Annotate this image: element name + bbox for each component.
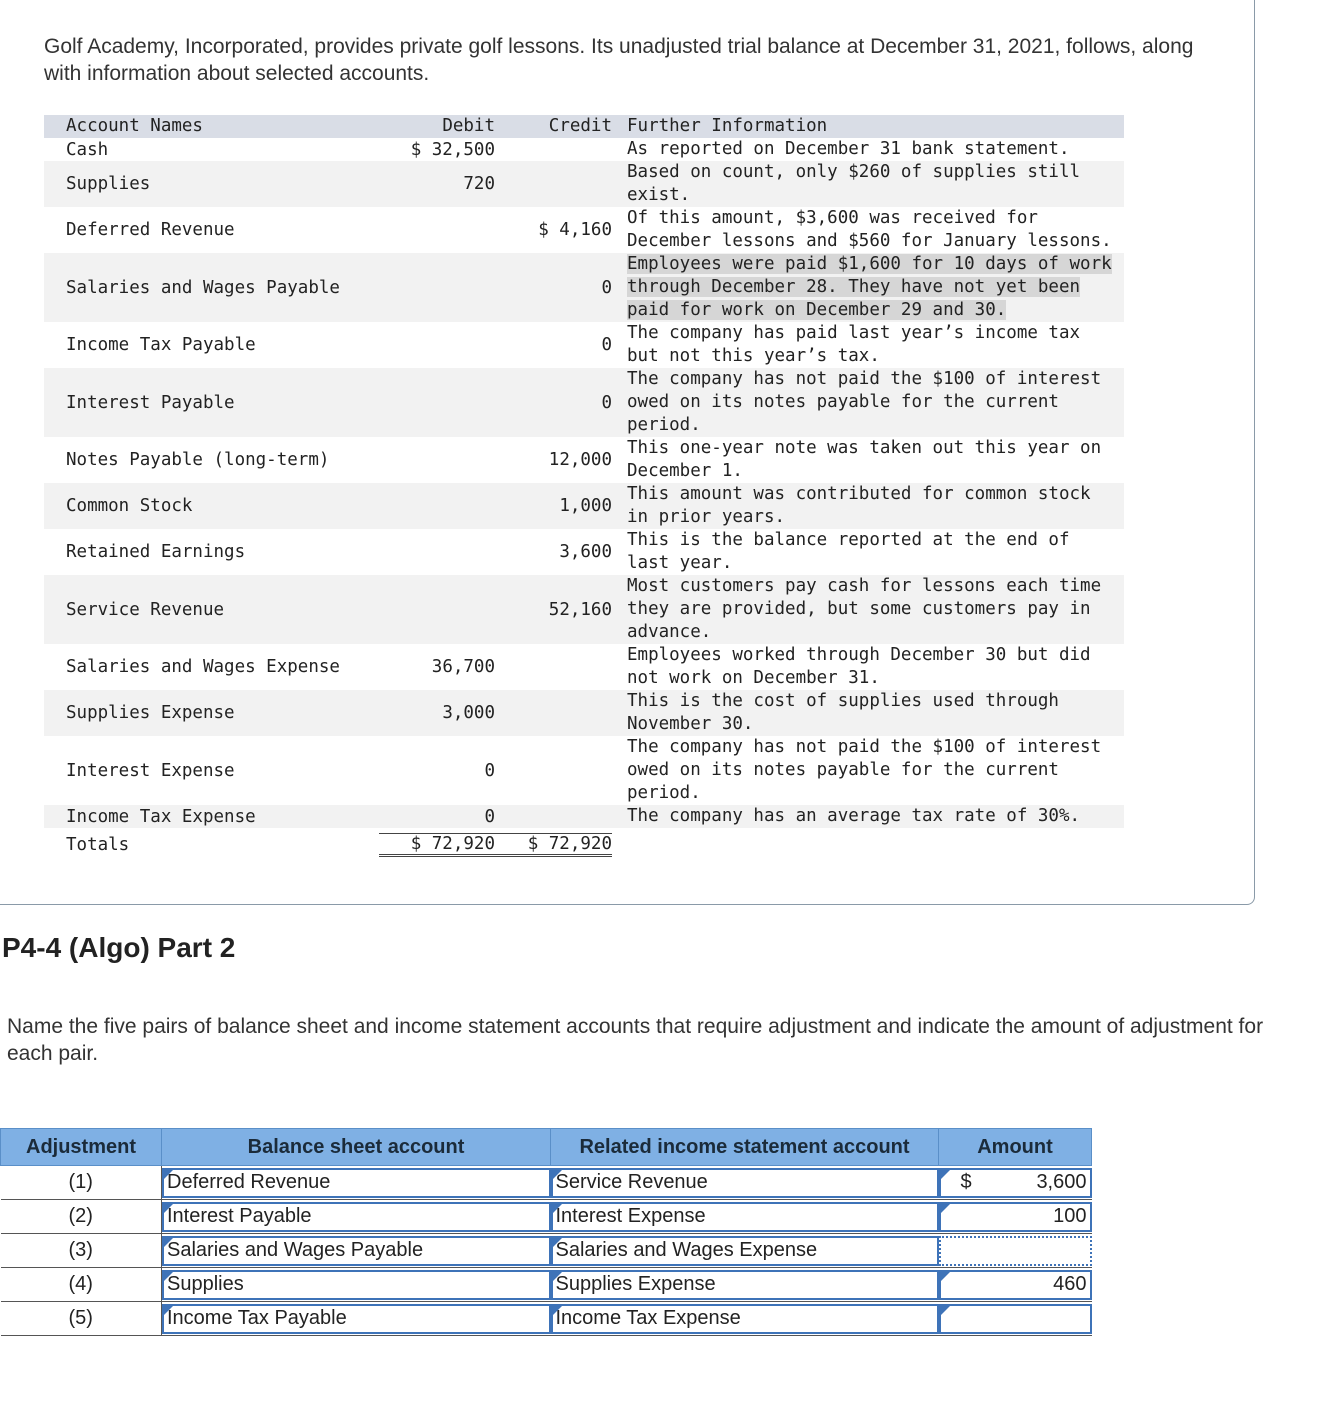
header-amount: Amount	[939, 1129, 1092, 1166]
adjustment-table	[0, 1128, 1092, 1336]
adjustment-number: (2)	[1, 1200, 162, 1234]
income-statement-account-select-value: Interest Expense	[555, 1205, 706, 1227]
trial-balance-header	[44, 115, 1124, 138]
info-line: This is the balance reported at the end of	[627, 530, 1070, 550]
dropdown-marker-icon	[553, 1170, 562, 1179]
info-line: Based on count, only $260 of supplies still	[627, 162, 1081, 182]
balance-sheet-account-select-value: Income Tax Payable	[167, 1307, 347, 1329]
further-information	[612, 575, 1124, 644]
credit-amount: 0	[601, 335, 612, 355]
account-name: Service Revenue	[66, 599, 225, 620]
info-line: not work on December 31.	[627, 668, 880, 688]
info-line: in prior years.	[627, 507, 786, 527]
info-line: period.	[627, 415, 701, 435]
further-information	[612, 368, 1124, 437]
amount-value: 460	[1053, 1273, 1087, 1295]
account-name: Salaries and Wages Payable	[66, 277, 340, 298]
income-statement-account-select-value: Supplies Expense	[555, 1273, 716, 1295]
amount-value: 100	[1053, 1205, 1087, 1227]
header-debit: Debit	[442, 116, 495, 136]
field-marker-icon	[941, 1272, 950, 1281]
further-information	[612, 644, 1124, 690]
amount-value: 3,600	[1036, 1171, 1087, 1193]
info-line: This is the cost of supplies used through	[627, 691, 1059, 711]
trial-balance-table	[44, 115, 1124, 862]
header-adjustment: Adjustment	[1, 1129, 162, 1166]
trial-balance-rows	[44, 138, 1124, 828]
trial-balance-row	[44, 253, 1124, 322]
amount-input[interactable]	[939, 1202, 1092, 1232]
info-line: paid for work on December 29 and 30.	[627, 300, 1007, 320]
info-line: The company has paid last year’s income tax	[627, 323, 1081, 343]
credit-amount: 0	[601, 277, 612, 298]
further-information	[612, 529, 1124, 575]
balance-sheet-account-select-value: Salaries and Wages Payable	[167, 1239, 424, 1261]
info-line: The company has an average tax rate of 30%.	[627, 806, 1081, 826]
header-credit: Credit	[548, 116, 612, 136]
balance-sheet-account-select[interactable]	[162, 1270, 551, 1300]
debit-amount: $ 32,500	[410, 139, 495, 160]
amount-input[interactable]	[939, 1236, 1092, 1266]
field-marker-icon	[941, 1306, 950, 1315]
further-information	[612, 736, 1124, 805]
info-line: but not this year’s tax.	[627, 346, 880, 366]
dropdown-marker-icon	[164, 1306, 173, 1315]
trial-balance-row	[44, 529, 1124, 575]
trial-balance-row	[44, 575, 1124, 644]
info-line: Most customers pay cash for lessons each time	[627, 576, 1102, 596]
info-line: November 30.	[627, 714, 754, 734]
dollar-sign: $	[960, 1171, 972, 1193]
dropdown-marker-icon	[553, 1306, 562, 1315]
info-line: exist.	[627, 185, 691, 205]
credit-amount: $ 4,160	[538, 220, 612, 240]
balance-sheet-account-select[interactable]	[162, 1236, 551, 1266]
account-name: Supplies	[66, 174, 151, 194]
info-line: through December 28. They have not yet been	[627, 277, 1081, 297]
adjustment-row	[1, 1200, 1092, 1234]
account-name: Income Tax Expense	[66, 806, 256, 827]
adjustment-row	[1, 1166, 1092, 1200]
income-statement-account-select-value: Service Revenue	[555, 1171, 708, 1193]
dropdown-marker-icon	[164, 1204, 173, 1213]
adjustment-number: (1)	[1, 1166, 162, 1200]
info-line: The company has not paid the $100 of interest	[627, 737, 1102, 757]
account-name: Interest Expense	[66, 760, 235, 781]
debit-amount: 720	[463, 174, 495, 194]
info-line: Employees were paid $1,600 for 10 days of work	[627, 254, 1112, 274]
info-line: December lessons and $560 for January lessons.	[627, 231, 1112, 251]
totals-row	[44, 828, 1124, 862]
trial-balance-row	[44, 437, 1124, 483]
header-account-names: Account Names	[66, 116, 203, 136]
account-name: Cash	[66, 139, 109, 160]
amount-input[interactable]	[939, 1270, 1092, 1300]
balance-sheet-account-select[interactable]	[162, 1168, 551, 1198]
adjustment-number: (3)	[1, 1234, 162, 1268]
debit-amount: 0	[484, 806, 495, 827]
credit-amount: 0	[601, 392, 612, 413]
totals-credit: $ 72,920	[495, 833, 612, 857]
further-information	[612, 207, 1124, 253]
trial-balance-row	[44, 644, 1124, 690]
account-name: Interest Payable	[66, 392, 235, 413]
info-line: they are provided, but some customers pay in	[627, 599, 1091, 619]
further-information	[612, 138, 1124, 161]
further-information	[612, 483, 1124, 529]
balance-sheet-account-select-value: Interest Payable	[167, 1205, 312, 1227]
credit-amount: 52,160	[548, 599, 612, 620]
info-line: As reported on December 31 bank statement.	[627, 139, 1070, 159]
dropdown-marker-icon	[553, 1272, 562, 1281]
debit-amount: 36,700	[431, 657, 495, 677]
balance-sheet-account-select-value: Supplies	[167, 1273, 244, 1295]
debit-amount: 3,000	[442, 703, 495, 723]
adjustment-number: (4)	[1, 1268, 162, 1302]
credit-amount: 1,000	[559, 496, 612, 516]
info-line: Of this amount, $3,600 was received for	[627, 208, 1038, 228]
trial-balance-row	[44, 483, 1124, 529]
info-line: Employees worked through December 30 but did	[627, 645, 1091, 665]
further-information	[612, 161, 1124, 207]
question-text: Name the five pairs of balance sheet and income statement accounts that require adjustment and indicate the amount of adjustment for each pair.	[7, 1015, 1264, 1065]
amount-input[interactable]	[939, 1168, 1092, 1198]
further-information	[612, 805, 1124, 828]
further-information	[612, 253, 1124, 322]
adjustment-row	[1, 1234, 1092, 1268]
trial-balance-row	[44, 322, 1124, 368]
intro-text: Golf Academy, Incorporated, provides private golf lessons. Its unadjusted trial balance at December 31, 2021, follows, along with information about selected accounts.	[44, 35, 1194, 85]
trial-balance-row	[44, 736, 1124, 805]
amount-input[interactable]	[939, 1304, 1092, 1334]
info-line: period.	[627, 783, 701, 803]
part-title: P4-4 (Algo) Part 2	[2, 932, 236, 963]
income-statement-account-select-value: Salaries and Wages Expense	[555, 1239, 818, 1261]
trial-balance-row	[44, 805, 1124, 828]
credit-amount: 12,000	[548, 450, 612, 470]
header-related-income-statement-account: Related income statement account	[551, 1129, 939, 1166]
account-name: Income Tax Payable	[66, 335, 256, 355]
trial-balance-row	[44, 161, 1124, 207]
account-name: Supplies Expense	[66, 703, 235, 723]
trial-balance-row	[44, 690, 1124, 736]
account-name: Common Stock	[66, 496, 193, 516]
income-statement-account-select[interactable]	[551, 1304, 939, 1334]
dropdown-marker-icon	[164, 1272, 173, 1281]
totals-debit: $ 72,920	[379, 833, 495, 857]
info-line: December 1.	[627, 461, 743, 481]
account-name: Retained Earnings	[66, 542, 246, 562]
dropdown-marker-icon	[553, 1238, 562, 1247]
info-line: This amount was contributed for common stock	[627, 484, 1091, 504]
adjustment-row	[1, 1302, 1092, 1336]
debit-amount: 0	[484, 760, 495, 781]
balance-sheet-account-select[interactable]	[162, 1202, 551, 1232]
info-line: owed on its notes payable for the current	[627, 392, 1059, 412]
field-marker-icon	[941, 1204, 950, 1213]
adjustment-number: (5)	[1, 1302, 162, 1336]
trial-balance-row	[44, 207, 1124, 253]
dropdown-marker-icon	[553, 1204, 562, 1213]
info-line: advance.	[627, 622, 712, 642]
income-statement-account-select[interactable]	[551, 1168, 939, 1198]
balance-sheet-account-select-value: Deferred Revenue	[167, 1171, 331, 1193]
field-marker-icon	[941, 1170, 950, 1179]
header-balance-sheet-account: Balance sheet account	[162, 1129, 551, 1166]
info-line: last year.	[627, 553, 733, 573]
account-name: Notes Payable (long-term)	[66, 450, 330, 470]
trial-balance-row	[44, 138, 1124, 161]
info-line: owed on its notes payable for the current	[627, 760, 1059, 780]
balance-sheet-account-select[interactable]	[162, 1304, 551, 1334]
totals-label: Totals	[66, 835, 130, 855]
dropdown-marker-icon	[164, 1238, 173, 1247]
further-information	[612, 690, 1124, 736]
credit-amount: 3,600	[559, 542, 612, 562]
info-line: The company has not paid the $100 of interest	[627, 369, 1102, 389]
account-name: Salaries and Wages Expense	[66, 657, 340, 677]
income-statement-account-select-value: Income Tax Expense	[555, 1307, 741, 1329]
income-statement-account-select[interactable]	[551, 1236, 939, 1266]
further-information	[612, 322, 1124, 368]
dropdown-marker-icon	[164, 1170, 173, 1179]
adjustment-row	[1, 1268, 1092, 1302]
further-information	[612, 437, 1124, 483]
info-line: This one-year note was taken out this year on	[627, 438, 1102, 458]
header-further-information: Further Information	[627, 116, 828, 136]
income-statement-account-select[interactable]	[551, 1202, 939, 1232]
income-statement-account-select[interactable]	[551, 1270, 939, 1300]
account-name: Deferred Revenue	[66, 220, 235, 240]
trial-balance-row	[44, 368, 1124, 437]
